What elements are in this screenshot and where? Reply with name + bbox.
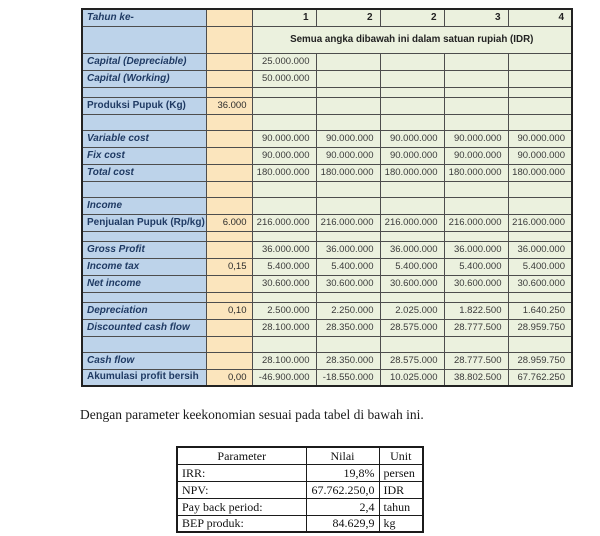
row-label-cell: Capital (Depreciable) (82, 53, 206, 70)
value-cell (252, 87, 316, 97)
value-cell (444, 87, 508, 97)
row-label-cell (82, 181, 206, 197)
row-label-cell: Discounted cash flow (82, 319, 206, 336)
parameter-unit-cell: IDR (379, 481, 423, 498)
value-cell: 28.959.750 (508, 319, 572, 336)
parameter-table-header: Unit (379, 447, 423, 464)
parameter-nilai-cell: 19,8% (306, 464, 379, 481)
parameter-value-cell (206, 70, 252, 87)
value-cell (316, 87, 380, 97)
value-cell: 36.000.000 (252, 241, 316, 258)
value-cell: 90.000.000 (508, 147, 572, 164)
table-row (82, 292, 572, 302)
value-cell (444, 53, 508, 70)
parameter-parameter-cell: Pay back period: (177, 498, 306, 515)
table-row (82, 214, 572, 231)
parameter-value-cell: 6.000 (206, 214, 252, 231)
value-cell: 28.575.000 (380, 352, 444, 369)
value-cell (444, 292, 508, 302)
parameter-row (177, 464, 423, 481)
value-cell: 90.000.000 (444, 147, 508, 164)
financial-table (81, 8, 573, 387)
year-header-cell: 2 (380, 9, 444, 26)
row-label-cell (82, 26, 206, 53)
value-cell (252, 181, 316, 197)
value-cell (316, 70, 380, 87)
value-cell: 180.000.000 (316, 164, 380, 181)
value-cell: 25.000.000 (252, 53, 316, 70)
caption-text: Dengan parameter keekonomian sesuai pada tabel di bawah ini. (80, 407, 424, 422)
value-cell: 5.400.000 (508, 258, 572, 275)
value-cell: 90.000.000 (252, 147, 316, 164)
row-label-cell (82, 114, 206, 130)
table-row (82, 9, 572, 26)
year-header-cell: 2 (316, 9, 380, 26)
parameter-value-cell (206, 241, 252, 258)
value-cell (508, 197, 572, 214)
value-cell: 216.000.000 (252, 214, 316, 231)
value-cell: 90.000.000 (252, 130, 316, 147)
table-row (82, 147, 572, 164)
parameter-value-cell (206, 130, 252, 147)
row-label-cell: Produksi Pupuk (Kg) (82, 97, 206, 114)
parameter-table (176, 446, 424, 533)
value-cell: 30.600.000 (508, 275, 572, 292)
row-label-cell: Gross Profit (82, 241, 206, 258)
value-cell: 10.025.000 (380, 369, 444, 386)
row-label-cell: Variable cost (82, 130, 206, 147)
value-cell: 90.000.000 (380, 147, 444, 164)
row-label-cell (82, 87, 206, 97)
parameter-value-cell (206, 352, 252, 369)
table-row (82, 70, 572, 87)
value-cell: 5.400.000 (316, 258, 380, 275)
value-cell: 28.777.500 (444, 319, 508, 336)
value-cell (316, 181, 380, 197)
parameter-value-cell (206, 9, 252, 26)
row-label-cell: Capital (Working) (82, 70, 206, 87)
value-cell (444, 114, 508, 130)
value-cell: 90.000.000 (316, 130, 380, 147)
value-cell: 28.100.000 (252, 319, 316, 336)
value-cell: 67.762.250 (508, 369, 572, 386)
parameter-table-header-row (177, 447, 423, 464)
value-cell (444, 336, 508, 352)
table-row (82, 302, 572, 319)
value-cell: 216.000.000 (508, 214, 572, 231)
parameter-value-cell (206, 87, 252, 97)
row-label-cell: Cash flow (82, 352, 206, 369)
row-label-cell (82, 292, 206, 302)
parameter-parameter-cell: IRR: (177, 464, 306, 481)
value-cell (508, 336, 572, 352)
parameter-value-cell (206, 336, 252, 352)
parameter-unit-cell: tahun (379, 498, 423, 515)
parameter-value-cell (206, 164, 252, 181)
value-cell (380, 70, 444, 87)
value-cell (380, 114, 444, 130)
value-cell (316, 292, 380, 302)
value-cell: 180.000.000 (444, 164, 508, 181)
value-cell (252, 97, 316, 114)
table-row (82, 369, 572, 386)
value-cell (508, 87, 572, 97)
row-label-cell: Total cost (82, 164, 206, 181)
value-cell (380, 181, 444, 197)
row-label-cell: Penjualan Pupuk (Rp/kg) (82, 214, 206, 231)
value-cell: 36.000.000 (380, 241, 444, 258)
value-cell (508, 292, 572, 302)
table-row (82, 87, 572, 97)
value-cell: 216.000.000 (444, 214, 508, 231)
value-cell (444, 70, 508, 87)
value-cell: 216.000.000 (380, 214, 444, 231)
parameter-nilai-cell: 67.762.250,0 (306, 481, 379, 498)
parameter-value-cell (206, 319, 252, 336)
table-row (82, 97, 572, 114)
parameter-value-cell: 0,15 (206, 258, 252, 275)
value-cell: 28.777.500 (444, 352, 508, 369)
value-cell: 5.400.000 (252, 258, 316, 275)
parameter-value-cell: 36.000 (206, 97, 252, 114)
row-label-cell: Income tax (82, 258, 206, 275)
value-cell: 1.822.500 (444, 302, 508, 319)
value-cell (380, 292, 444, 302)
row-label-cell: Akumulasi profit bersih (82, 369, 206, 386)
parameter-table-header: Parameter (177, 447, 306, 464)
value-cell: 28.100.000 (252, 352, 316, 369)
parameter-row (177, 498, 423, 515)
row-label-cell (82, 336, 206, 352)
value-cell: 90.000.000 (508, 130, 572, 147)
parameter-nilai-cell: 2,4 (306, 498, 379, 515)
value-cell: -18.550.000 (316, 369, 380, 386)
value-cell (508, 114, 572, 130)
parameter-unit-cell: persen (379, 464, 423, 481)
table-row (82, 275, 572, 292)
parameter-value-cell (206, 275, 252, 292)
value-cell (252, 336, 316, 352)
value-cell (508, 70, 572, 87)
value-cell: 36.000.000 (444, 241, 508, 258)
parameter-row (177, 515, 423, 532)
value-cell (252, 292, 316, 302)
table-row (82, 197, 572, 214)
value-cell (380, 231, 444, 241)
parameter-value-cell (206, 197, 252, 214)
parameter-unit-cell: kg (379, 515, 423, 532)
parameter-value-cell (206, 114, 252, 130)
value-cell (380, 53, 444, 70)
table-row (82, 241, 572, 258)
value-cell: 2.500.000 (252, 302, 316, 319)
value-cell: 30.600.000 (444, 275, 508, 292)
parameter-value-cell (206, 53, 252, 70)
value-cell: 90.000.000 (316, 147, 380, 164)
parameter-parameter-cell: NPV: (177, 481, 306, 498)
parameter-value-cell: 0,00 (206, 369, 252, 386)
table-row (82, 53, 572, 70)
value-cell (252, 197, 316, 214)
parameter-value-cell (206, 292, 252, 302)
year-header-cell: 4 (508, 9, 572, 26)
value-cell (316, 114, 380, 130)
value-cell (444, 197, 508, 214)
parameter-value-cell: 0,10 (206, 302, 252, 319)
row-label-cell: Income (82, 197, 206, 214)
value-cell (508, 231, 572, 241)
value-cell (316, 53, 380, 70)
value-cell (316, 336, 380, 352)
parameter-value-cell (206, 147, 252, 164)
year-header-cell: 1 (252, 9, 316, 26)
value-cell: 36.000.000 (508, 241, 572, 258)
value-cell (444, 97, 508, 114)
value-cell (252, 114, 316, 130)
value-cell: 5.400.000 (380, 258, 444, 275)
value-cell: 38.802.500 (444, 369, 508, 386)
value-cell: 216.000.000 (316, 214, 380, 231)
value-cell: 28.575.000 (380, 319, 444, 336)
value-cell: 180.000.000 (380, 164, 444, 181)
value-cell: 30.600.000 (380, 275, 444, 292)
parameter-nilai-cell: 84.629,9 (306, 515, 379, 532)
value-cell (444, 181, 508, 197)
table-row (82, 352, 572, 369)
value-cell: 28.350.000 (316, 352, 380, 369)
parameter-row (177, 481, 423, 498)
table-row (82, 181, 572, 197)
row-label-cell (82, 231, 206, 241)
table-row (82, 336, 572, 352)
parameter-value-cell (206, 181, 252, 197)
value-cell: 50.000.000 (252, 70, 316, 87)
value-cell: 180.000.000 (508, 164, 572, 181)
parameter-value-cell (206, 26, 252, 53)
value-cell: 30.600.000 (316, 275, 380, 292)
value-cell: 1.640.250 (508, 302, 572, 319)
table-row (82, 319, 572, 336)
value-cell (316, 197, 380, 214)
value-cell (380, 97, 444, 114)
value-cell: 5.400.000 (444, 258, 508, 275)
value-cell: 90.000.000 (380, 130, 444, 147)
table-row (82, 164, 572, 181)
value-cell (380, 197, 444, 214)
value-cell: -46.900.000 (252, 369, 316, 386)
value-cell (508, 181, 572, 197)
value-cell (316, 97, 380, 114)
value-cell (380, 87, 444, 97)
value-cell: 2.250.000 (316, 302, 380, 319)
table-row (82, 258, 572, 275)
value-cell (508, 53, 572, 70)
units-banner-cell: Semua angka dibawah ini dalam satuan rupiah (IDR) (252, 26, 572, 53)
value-cell: 90.000.000 (444, 130, 508, 147)
value-cell: 2.025.000 (380, 302, 444, 319)
value-cell (508, 97, 572, 114)
row-label-cell: Tahun ke- (82, 9, 206, 26)
value-cell: 28.959.750 (508, 352, 572, 369)
year-header-cell: 3 (444, 9, 508, 26)
value-cell: 28.350.000 (316, 319, 380, 336)
value-cell (252, 231, 316, 241)
parameter-table-header: Nilai (306, 447, 379, 464)
table-row (82, 231, 572, 241)
row-label-cell: Depreciation (82, 302, 206, 319)
value-cell: 36.000.000 (316, 241, 380, 258)
parameter-value-cell (206, 231, 252, 241)
value-cell: 180.000.000 (252, 164, 316, 181)
value-cell: 30.600.000 (252, 275, 316, 292)
row-label-cell: Net income (82, 275, 206, 292)
table-row (82, 26, 572, 53)
value-cell (316, 231, 380, 241)
parameter-parameter-cell: BEP produk: (177, 515, 306, 532)
table-row (82, 114, 572, 130)
value-cell (444, 231, 508, 241)
value-cell (380, 336, 444, 352)
row-label-cell: Fix cost (82, 147, 206, 164)
table-row (82, 130, 572, 147)
